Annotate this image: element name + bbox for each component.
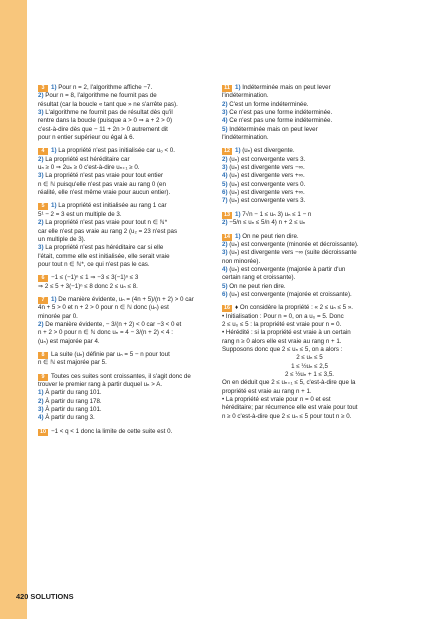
solution-text: (uₙ) est divergente vers +∞. <box>227 189 305 197</box>
solution-text: pour tout n ∈ ℕ*, ce qui n'est pas le cas. <box>38 260 150 268</box>
solution-line <box>222 379 397 387</box>
solution-line <box>222 321 397 329</box>
exercise-number-badge: 7 <box>38 297 48 304</box>
exercise-block <box>222 211 397 228</box>
solution-line <box>222 126 397 134</box>
exercise-number-badge: 5 <box>38 203 48 210</box>
solution-text: rentre dans la boucle (puisque a > 0 ⇒ a + 2 > 0) <box>38 117 173 125</box>
solution-line <box>222 304 397 312</box>
solution-text: (uₙ) est divergente vers +∞. <box>227 172 305 180</box>
solution-line <box>38 134 208 142</box>
solution-text: Indéterminée mais on peut lever <box>240 84 331 91</box>
solution-text: minorée par 0. <box>38 312 78 320</box>
solution-text: pour n entier supérieur ou égal à 6. <box>38 134 135 142</box>
solution-line <box>38 428 208 436</box>
question-number: 2) <box>38 320 44 328</box>
question-number: 3) <box>222 249 228 257</box>
solution-line <box>222 249 397 257</box>
solution-line <box>222 181 397 189</box>
solution-line <box>38 202 208 210</box>
solution-line <box>38 117 208 125</box>
solution-line <box>222 241 397 249</box>
solution-line <box>222 211 397 219</box>
solution-line <box>38 92 208 100</box>
solution-line <box>38 283 208 291</box>
solution-text: 5¹ − 2 = 3 est un multiple de 3. <box>38 210 122 218</box>
solution-text: (uₙ) est divergente. <box>240 147 295 155</box>
solution-text: trouver le premier rang à partir duquel uₙ > A. <box>38 381 163 388</box>
exercise-number-badge: 14 <box>224 233 230 240</box>
solution-line <box>38 228 208 236</box>
solution-text: c'est-à-dire dès que − 11 + 2n > 0 autrement dit <box>38 125 168 133</box>
solution-text: (uₙ) est divergente vers −∞. <box>227 164 305 172</box>
question-number: 2) <box>222 100 228 108</box>
solution-text: ♦ On considère la propriété : « 2 ≤ uₙ ≤ 5 ». <box>235 304 354 312</box>
exercise-block <box>38 351 208 368</box>
question-number: 3) <box>38 109 44 117</box>
exercise-block <box>38 373 208 423</box>
exercise-block <box>38 147 208 197</box>
solution-line <box>222 134 397 142</box>
solution-line <box>222 388 397 396</box>
solution-text: l'indétermination. <box>222 92 269 100</box>
solution-line <box>38 406 208 414</box>
solution-text: rang n ≥ 0 alors elle est vraie au rang n + 1. <box>222 337 342 345</box>
question-number: 2) <box>38 219 44 227</box>
question-number: 2) <box>222 240 228 248</box>
exercise-number-badge: 10 <box>40 428 46 435</box>
solution-line <box>222 413 397 421</box>
solution-line <box>222 291 397 299</box>
solution-text: La suite (uₙ) définie par uₙ = 5 − n pour tout <box>51 350 170 358</box>
solution-text: (uₙ) est convergente (majorée et croissante). <box>227 290 352 298</box>
solution-text: (uₙ) est convergente vers 3. <box>227 155 306 163</box>
solution-line <box>38 261 208 269</box>
solution-text: un multiple de 3). <box>38 235 86 243</box>
solution-text: 4n + 5 > 0 et n + 2 > 0 pour n ∈ ℕ donc (uₙ) est <box>38 304 169 312</box>
exercise-number-badge: 12 <box>224 148 230 155</box>
solution-text: non minorée). <box>222 257 261 265</box>
question-number: 3) <box>38 172 44 180</box>
solution-line <box>38 313 208 321</box>
solution-line <box>222 283 397 291</box>
solution-text: héréditaire; par récurrence elle est vraie pour tout <box>222 404 358 412</box>
solution-line <box>222 338 397 346</box>
question-number: 1) <box>235 147 241 155</box>
solution-line <box>222 101 397 109</box>
exercise-block <box>222 233 397 300</box>
solution-line <box>38 156 208 164</box>
exercise-number-badge: 13 <box>224 211 230 218</box>
question-number: 2) <box>222 155 228 163</box>
question-number: 1) <box>38 389 44 397</box>
solution-text: Supposons donc que 2 ≤ uₙ ≤ 5, on a alors : <box>222 345 343 353</box>
solution-text: n ∈ ℕ puisqu'elle n'est pas vraie au rang 0 (en <box>38 180 166 188</box>
solution-text: −1 < q < 1 donc la limite de cette suite est 0. <box>51 427 173 435</box>
question-number: 3) <box>222 164 228 172</box>
solution-line <box>222 172 397 180</box>
exercise-number-badge: 8 <box>38 352 48 359</box>
question-number: 1) <box>235 232 241 240</box>
solution-text: résultat (car la boucle « tant que » ne s'arrête pas). <box>38 100 178 108</box>
solution-line <box>38 164 208 172</box>
solution-line <box>38 181 208 189</box>
solution-line <box>38 219 208 227</box>
solution-line <box>38 381 208 389</box>
solution-text: On en déduit que 2 ≤ uₙ₊₁ ≤ 5, c'est-à-dire que la <box>222 379 356 387</box>
solution-text: n + 2 > 0 pour n ∈ ℕ donc uₙ = 4 − 3/(n + 2) < 4 : <box>38 329 173 337</box>
solution-line <box>38 211 208 219</box>
solution-line <box>222 84 397 92</box>
solution-line <box>38 84 208 92</box>
solution-line <box>222 117 397 125</box>
question-number: 6) <box>222 189 228 197</box>
solution-line <box>38 329 208 337</box>
solution-line <box>222 219 397 227</box>
solution-text: La propriété n'est pas vraie pour tout entier <box>43 172 164 180</box>
solution-line <box>222 92 397 100</box>
question-number: 1) <box>51 295 57 303</box>
solution-text: (uₙ) est majorée par 4. <box>38 337 100 345</box>
solution-text: De manière évidente, − 3/(n + 2) < 0 car −3 < 0 et <box>43 320 182 328</box>
solution-text: (uₙ) est convergente (majorée à partir d'un <box>227 265 346 273</box>
solution-line <box>222 233 397 241</box>
solution-line <box>38 351 208 359</box>
solution-text: propriété est vraie au rang n + 1. <box>222 387 312 395</box>
question-number: 2) <box>222 219 228 227</box>
question-number: 4) <box>222 117 228 125</box>
exercise-number-badge: 3 <box>38 85 48 92</box>
solution-text: On ne peut rien dire. <box>240 232 299 240</box>
solution-line <box>38 296 208 304</box>
question-number: 4) <box>222 265 228 273</box>
solution-line <box>38 236 208 244</box>
question-number: 4) <box>222 172 228 180</box>
question-number: 5) <box>222 282 228 290</box>
solution-line <box>222 274 397 282</box>
solution-text: (uₙ) est convergente vers 3. <box>227 197 306 205</box>
question-number: 4) <box>38 414 44 422</box>
solution-line <box>222 266 397 274</box>
solution-text: n ≥ 0 c'est-à-dire que 2 ≤ uₙ ≤ 5 pour tout n ≥ 0. <box>222 412 352 420</box>
question-number: 2) <box>38 155 44 163</box>
solution-text: À partir du rang 3. <box>43 414 95 422</box>
solution-text: car elle n'est pas vraie au rang 2 (u₂ = 23 n'est pas <box>38 227 178 235</box>
solution-text: uₙ ≥ 0 ⇒ 2uₙ ≥ 0 c'est-à-dire uₙ₊₁ ≥ 0. <box>38 164 140 172</box>
solution-text: De manière évidente, uₙ = (4n + 5)/(n + 2) > 0 car <box>56 295 194 303</box>
solution-line <box>222 329 397 337</box>
exercise-block <box>38 84 208 142</box>
exercise-number-badge: 16 <box>224 305 230 312</box>
footer-label: SOLUTIONS <box>30 592 74 601</box>
solution-text: La propriété n'est pas héréditaire car si elle <box>43 244 164 252</box>
solution-text: L'algorithme ne fournit pas de résultat dès qu'il <box>43 109 173 117</box>
solution-text: • Initialisation : Pour n = 0, on a u₀ = 5. Donc <box>222 312 344 320</box>
question-number: 2) <box>38 397 44 405</box>
solution-text: l'était, comme elle est initialisée, elle serait vraie <box>38 252 170 260</box>
question-number: 1) <box>51 84 57 91</box>
solution-text: À partir du rang 101. <box>43 389 102 397</box>
solution-text: À partir du rang 101. <box>43 406 102 414</box>
solution-text: −5/n ≤ uₙ ≤ 5/n 4) n + 2 ≤ uₙ <box>227 219 306 227</box>
solution-line <box>38 414 208 422</box>
question-number: 3) <box>38 406 44 414</box>
solution-line <box>222 404 397 412</box>
exercise-number-badge: 6 <box>38 275 48 282</box>
solution-line <box>222 197 397 205</box>
question-number: 3) <box>222 109 228 117</box>
exercise-block <box>222 147 397 205</box>
solution-line <box>38 101 208 109</box>
solution-text: Pour n = 2, l'algorithme affiche −7. <box>56 84 153 91</box>
page-margin-stripe <box>0 0 27 619</box>
solution-line <box>222 147 397 155</box>
solution-text: (uₙ) est convergente vers 0. <box>227 180 306 188</box>
solution-text: Indéterminée mais on peut lever <box>227 125 318 133</box>
centered-inequality: 2 ≤ uₙ ≤ 5 <box>296 354 323 362</box>
solution-line <box>38 359 208 367</box>
solution-text: Toutes ces suites sont croissantes, il s'agit donc de <box>51 372 191 380</box>
solution-text: • Hérédité : si la propriété est vraie à un certain <box>222 329 351 337</box>
solution-line <box>38 338 208 346</box>
solution-line <box>38 373 208 381</box>
solution-line <box>38 304 208 312</box>
question-number: 7) <box>222 197 228 205</box>
solution-text: −1 ≤ (−1)ⁿ ≤ 1 ⇒ −3 ≤ 3(−1)ⁿ ≤ 3 <box>51 274 139 282</box>
exercise-block <box>38 296 208 346</box>
solution-text: n ∈ ℕ est majorée par 5. <box>38 359 107 367</box>
solution-line <box>38 126 208 134</box>
solution-line <box>38 274 208 282</box>
exercise-block <box>38 428 208 436</box>
question-number: 1) <box>51 147 57 155</box>
solution-line <box>222 346 397 354</box>
solution-text: Ce n'est pas une forme indéterminée. <box>227 109 333 117</box>
solution-text: Ce n'est pas une forme indéterminée. <box>227 117 333 125</box>
solution-line <box>38 147 208 155</box>
page-number: 420 <box>16 592 29 601</box>
solution-text: La propriété n'est pas vraie pour tout n ∈ ℕ* <box>43 219 168 227</box>
question-number: 6) <box>222 290 228 298</box>
solution-line <box>222 313 397 321</box>
solution-line <box>222 164 397 172</box>
solution-line <box>38 244 208 252</box>
solution-line <box>38 172 208 180</box>
question-number: 1) <box>235 210 241 218</box>
solution-text: (uₙ) est convergente (minorée et décroissante). <box>227 240 359 248</box>
solution-line <box>38 189 208 197</box>
solution-line <box>38 321 208 329</box>
centered-inequality: 1 ≤ ½uₙ ≤ 2,5 <box>291 362 328 370</box>
exercise-block <box>38 202 208 269</box>
solution-line <box>222 396 397 404</box>
solution-line <box>222 109 397 117</box>
solution-line <box>38 389 208 397</box>
solution-line <box>38 109 208 117</box>
question-number: 2) <box>38 92 44 100</box>
question-number: 3) <box>38 244 44 252</box>
solution-text: réalité, elle n'est même vraie pour aucun entier). <box>38 189 171 197</box>
solution-text: ⇒ 2 ≤ 5 + 3(−1)ⁿ ≤ 8 donc 2 ≤ uₙ ≤ 8. <box>38 282 138 290</box>
exercise-block <box>222 304 397 421</box>
solution-text: On ne peut rien dire. <box>227 282 286 290</box>
solution-line <box>38 253 208 261</box>
solution-line <box>222 189 397 197</box>
left-column <box>38 84 208 441</box>
solution-text: La propriété est initialisée au rang 1 car <box>56 202 167 210</box>
solution-line <box>222 156 397 164</box>
exercise-block <box>38 274 208 291</box>
solution-text: • La propriété est vraie pour n = 0 et est <box>222 396 331 404</box>
solution-text: À partir du rang 178. <box>43 397 102 405</box>
right-column <box>222 84 397 426</box>
question-number: 1) <box>235 84 241 91</box>
solution-line <box>222 258 397 266</box>
exercise-number-badge: 9 <box>38 374 48 381</box>
question-number: 5) <box>222 180 228 188</box>
solution-text: l'indétermination. <box>222 134 269 142</box>
question-number: 1) <box>51 202 57 210</box>
solution-text: certain rang et croissante). <box>222 274 296 282</box>
exercise-number-badge: 11 <box>222 85 232 92</box>
solution-text: La propriété est héréditaire car <box>43 155 130 163</box>
centered-inequality: 2 ≤ ½uₙ + 1 ≤ 3,5. <box>285 371 334 378</box>
exercise-number-badge: 4 <box>38 148 48 155</box>
solution-text: La propriété n'est pas initialisée car u₀ < 0. <box>56 147 175 155</box>
exercise-block <box>222 84 397 142</box>
solution-text: 2 ≤ u₀ ≤ 5 : la propriété est vraie pour n = 0. <box>222 320 342 328</box>
solution-line <box>38 398 208 406</box>
question-number: 5) <box>222 125 228 133</box>
solution-text: Pour n = 8, l'algorithme ne fournit pas de <box>43 92 157 100</box>
solution-text: C'est un forme indéterminée. <box>227 100 309 108</box>
solution-text: (uₙ) est divergente vers −∞ (suite décroissante <box>227 249 357 257</box>
page-footer <box>16 592 74 601</box>
solution-text: 7√n − 1 ≤ uₙ 3) uₙ ≤ 1 − n <box>240 210 312 218</box>
